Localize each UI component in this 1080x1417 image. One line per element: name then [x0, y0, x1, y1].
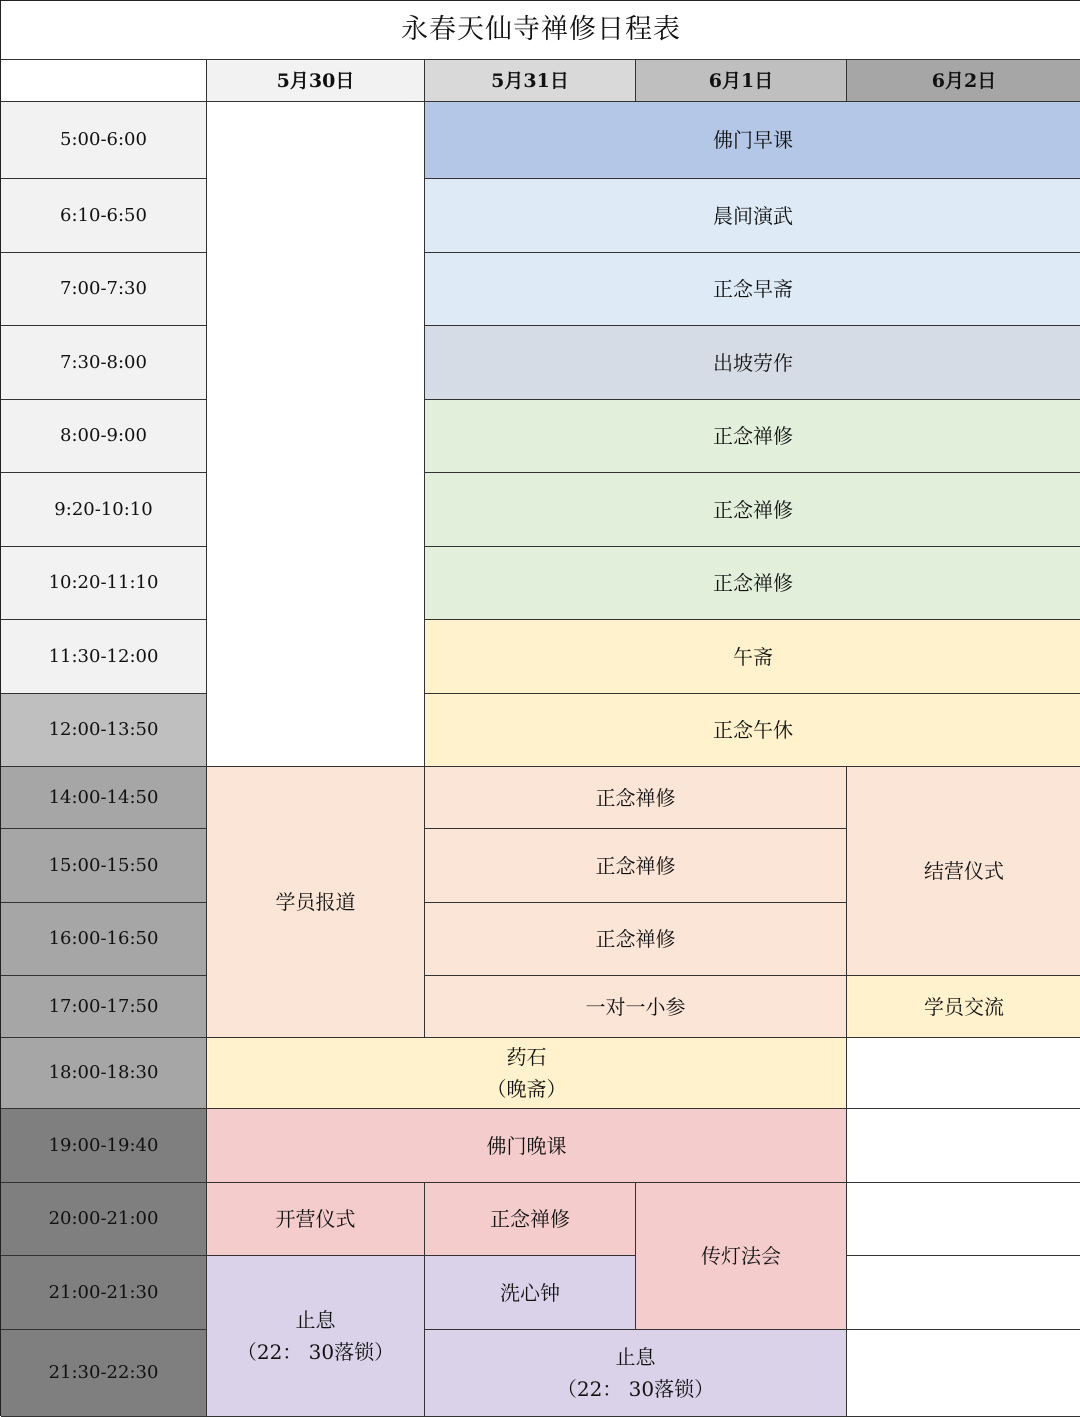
time-slot-label: 9:20-10:10	[1, 473, 207, 547]
activity-evening-class: 佛门晚课	[207, 1109, 847, 1183]
time-slot-label: 7:30-8:00	[1, 326, 207, 400]
time-slot-label: 21:00-21:30	[1, 1256, 207, 1330]
activity-martial-practice: 晨间演武	[425, 179, 1080, 253]
activity-bell: 洗心钟	[425, 1256, 636, 1330]
time-slot-label: 5:00-6:00	[1, 102, 207, 179]
activity-student-exchange: 学员交流	[847, 976, 1080, 1038]
empty-cell	[847, 1256, 1080, 1330]
column-header-date: 6月2日	[847, 60, 1080, 102]
activity-closing-ceremony: 结营仪式	[847, 767, 1080, 976]
activity-registration: 学员报道	[207, 767, 425, 1038]
page-title: 永春天仙寺禅修日程表	[1, 1, 1080, 60]
time-slot-label: 11:30-12:00	[1, 620, 207, 694]
column-header-date: 5月31日	[425, 60, 636, 102]
time-slot-label: 10:20-11:10	[1, 547, 207, 620]
activity-meditation: 正念禅修	[425, 1183, 636, 1256]
header-corner	[1, 60, 207, 102]
empty-cell	[847, 1038, 1080, 1109]
activity-breakfast: 正念早斋	[425, 253, 1080, 326]
empty-cell	[207, 102, 425, 767]
activity-opening-ceremony: 开营仪式	[207, 1183, 425, 1256]
time-slot-label: 16:00-16:50	[1, 903, 207, 976]
activity-meditation: 正念禅修	[425, 829, 847, 903]
time-slot-label: 14:00-14:50	[1, 767, 207, 829]
activity-lunch: 午斋	[425, 620, 1080, 694]
time-slot-label: 7:00-7:30	[1, 253, 207, 326]
time-slot-label: 19:00-19:40	[1, 1109, 207, 1183]
activity-meditation: 正念禅修	[425, 473, 1080, 547]
time-slot-label: 21:30-22:30	[1, 1330, 207, 1417]
column-header-date: 5月30日	[207, 60, 425, 102]
activity-one-on-one: 一对一小参	[425, 976, 847, 1038]
time-slot-label: 18:00-18:30	[1, 1038, 207, 1109]
activity-morning-class: 佛门早课	[425, 102, 1080, 179]
activity-meditation: 正念禅修	[425, 400, 1080, 473]
activity-rest: 止息 （22： 30落锁）	[425, 1330, 847, 1417]
time-slot-label: 15:00-15:50	[1, 829, 207, 903]
empty-cell	[847, 1330, 1080, 1417]
activity-labor: 出坡劳作	[425, 326, 1080, 400]
column-header-date: 6月1日	[636, 60, 847, 102]
activity-nap: 正念午休	[425, 694, 1080, 767]
activity-supper: 药石 （晚斋）	[207, 1038, 847, 1109]
activity-rest: 止息 （22： 30落锁）	[207, 1256, 425, 1417]
activity-meditation: 正念禅修	[425, 547, 1080, 620]
time-slot-label: 6:10-6:50	[1, 179, 207, 253]
time-slot-label: 20:00-21:00	[1, 1183, 207, 1256]
time-slot-label: 8:00-9:00	[1, 400, 207, 473]
activity-meditation: 正念禅修	[425, 767, 847, 829]
time-slot-label: 17:00-17:50	[1, 976, 207, 1038]
activity-meditation: 正念禅修	[425, 903, 847, 976]
time-slot-label: 12:00-13:50	[1, 694, 207, 767]
empty-cell	[847, 1109, 1080, 1183]
empty-cell	[847, 1183, 1080, 1256]
activity-lamp-ceremony: 传灯法会	[636, 1183, 847, 1330]
